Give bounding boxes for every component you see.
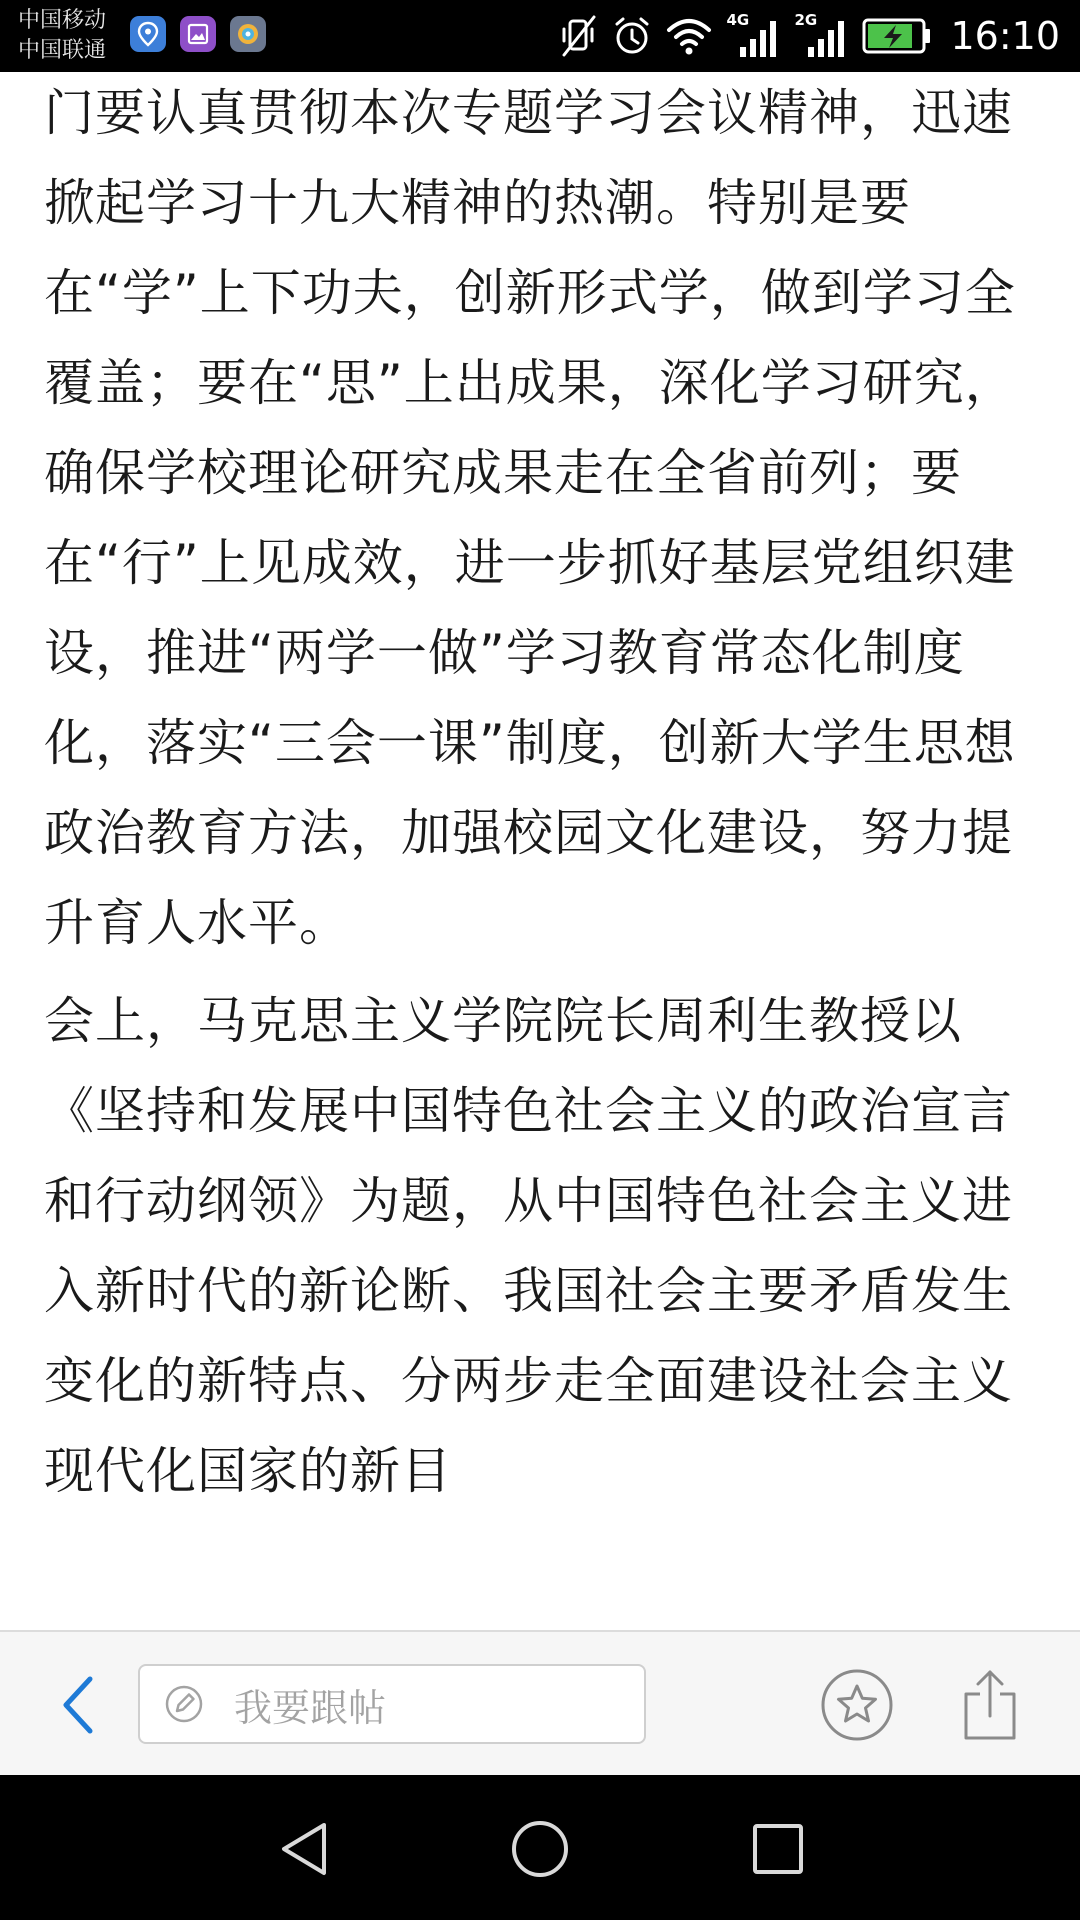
- share-button[interactable]: [960, 1666, 1020, 1742]
- article-content[interactable]: [44, 72, 1044, 1630]
- maps-icon: [130, 16, 166, 52]
- article-paragraph-2: 会上，马克思主义学院院长周利生教授以《坚持和发展中国特色社会主义的政治宣言和行动纲领》为题，从中国特色社会主义进入新时代的新论断、我国社会主要矛盾发生变化的新特点、分两步走全面建设社会主义现代化国家的新目: [44, 992, 1013, 1500]
- nav-recents-button[interactable]: [740, 1811, 816, 1887]
- battery-charging-icon: [862, 17, 932, 55]
- signal-2g-icon: [794, 13, 848, 59]
- carrier-2-label: 中国联通: [18, 38, 107, 63]
- back-button[interactable]: [50, 1672, 106, 1738]
- nav-home-button[interactable]: [502, 1811, 578, 1887]
- notification-icons: [130, 16, 266, 52]
- status-bar: [0, 0, 1080, 72]
- vibrate-off-icon: [560, 15, 598, 57]
- carrier-labels: [18, 6, 106, 66]
- nav-back-button[interactable]: [266, 1811, 342, 1887]
- home-circle-icon: [509, 1818, 571, 1880]
- recents-square-icon: [750, 1821, 806, 1877]
- bottom-toolbar: [0, 1630, 1080, 1777]
- status-right-group: [560, 0, 1060, 72]
- star-icon: [820, 1668, 894, 1742]
- signal-4g-icon: [726, 13, 780, 59]
- network-2-label: 2G: [794, 11, 818, 29]
- article-paragraph-1: 门要认真贯彻本次专题学习会议精神，迅速掀起学习十九大精神的热潮。特别是要在“学”上下功夫，创新形式学，做到学习全覆盖；要在“思”上出成果，深化学习研究，确保学校理论研究成果走在全省前列；要在“行”上见成效，进一步抓好基层党组织建设，推进“两学一做”学习教育常态化制度化，落实“三会一课”制度，创新大学生思想政治教育方法，加强校园文化建设，努力提升育人水平。: [44, 84, 1016, 952]
- wifi-icon: [666, 16, 712, 56]
- carrier-1-label: 中国移动: [18, 8, 107, 33]
- share-icon: [960, 1666, 1020, 1742]
- chevron-left-icon: [58, 1675, 98, 1735]
- favorite-button[interactable]: [820, 1668, 894, 1742]
- gallery-icon: [180, 16, 216, 52]
- reply-placeholder: 我要跟帖: [234, 1685, 387, 1730]
- pen-icon: [164, 1684, 204, 1724]
- back-triangle-icon: [274, 1819, 334, 1879]
- app-icon: [230, 16, 266, 52]
- network-1-label: 4G: [726, 11, 750, 29]
- clock-time: 16:10: [950, 14, 1060, 58]
- alarm-icon: [612, 15, 652, 57]
- system-navigation-bar: [0, 1775, 1080, 1920]
- reply-input[interactable]: [138, 1664, 646, 1744]
